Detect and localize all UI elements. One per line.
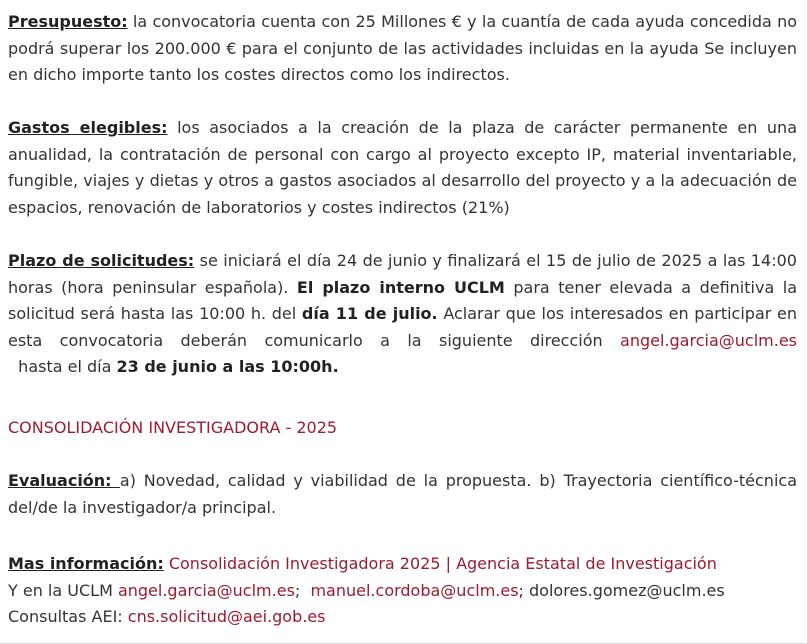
mas-info-line <box>8 551 797 578</box>
email-dolores-text: ; dolores.gomez@uclm.es <box>518 580 725 600</box>
uclm-prefix: Y en la UCLM <box>8 580 118 600</box>
plazo-text-2: para tener elevada a definitiva la solicitud será hasta las 10:00 h. del <box>8 277 798 324</box>
plazo-text-4: hasta el día <box>8 357 117 377</box>
plazo-bold-3: 23 de junio a las 10:00h. <box>116 357 339 377</box>
plazo-bold-2: día 11 de julio. <box>301 304 438 324</box>
aei-contacts-line <box>8 604 797 631</box>
plazo-text-3: Aclarar que los interesados en participar en esta convocatoria deberán comunicarlo a la siguiente dirección <box>8 304 798 350</box>
aei-info-link[interactable]: Consolidación Investigadora 2025 | Agencia Estatal de Investigación <box>168 554 717 573</box>
aei-prefix: Consultas AEI: <box>8 607 128 627</box>
plazo-bold-1: El plazo interno UCLM <box>296 277 505 297</box>
evaluacion-paragraph <box>8 468 797 521</box>
evaluacion-label: Evaluación: <box>8 471 120 490</box>
plazo-paragraph <box>8 248 797 381</box>
gastos-text: los asociados a la creación de la plaza de carácter permanente en una anualidad, la contratación de personal con cargo al proyecto excepto IP, material inventariable, fungible, viajes y dietas y otros a gastos asociados al desarrollo del proyecto y a la adecuación de espacios, renovación de laboratorios y costes indirectos (21%) <box>8 118 797 217</box>
mas-info-label: Mas información: <box>8 554 164 573</box>
mas-info-paragraph <box>8 551 797 631</box>
plazo-email-link[interactable]: angel.garcia@uclm.es <box>620 330 797 350</box>
email-link-manuel[interactable]: manuel.cordoba@uclm.es <box>310 580 519 600</box>
presupuesto-text: la convocatoria cuenta con 25 Millones € y la cuantía de cada ayuda concedida no podrá superar los 200.000 € para el conjunto de las actividades incluidas en la ayuda Se incluyen en dicho importe tanto los costes directos como los indirectos. <box>8 12 797 85</box>
evaluacion-text: a) Novedad, calidad y viabilidad de la propuesta. b) Trayectoria científico-técnica del/de la investigador/a principal. <box>8 471 797 517</box>
presupuesto-paragraph <box>8 9 797 89</box>
section-title: CONSOLIDACIÓN INVESTIGADORA - 2025 <box>8 418 338 437</box>
uclm-contacts-line <box>8 578 797 605</box>
email-link-angel[interactable]: angel.garcia@uclm.es <box>117 580 295 600</box>
plazo-text-1: se iniciará el día 24 de junio y finalizará el 15 de julio de 2025 a las 14:00 horas (hora peninsular española). <box>8 251 797 297</box>
email-link-aei[interactable]: cns.solicitud@aei.gob.es <box>127 607 326 627</box>
presupuesto-label: Presupuesto: <box>8 12 128 31</box>
plazo-label: Plazo de solicitudes: <box>8 251 195 270</box>
email-separator: ; <box>294 580 311 600</box>
gastos-paragraph <box>8 115 797 221</box>
gastos-label: Gastos elegibles: <box>8 118 168 137</box>
